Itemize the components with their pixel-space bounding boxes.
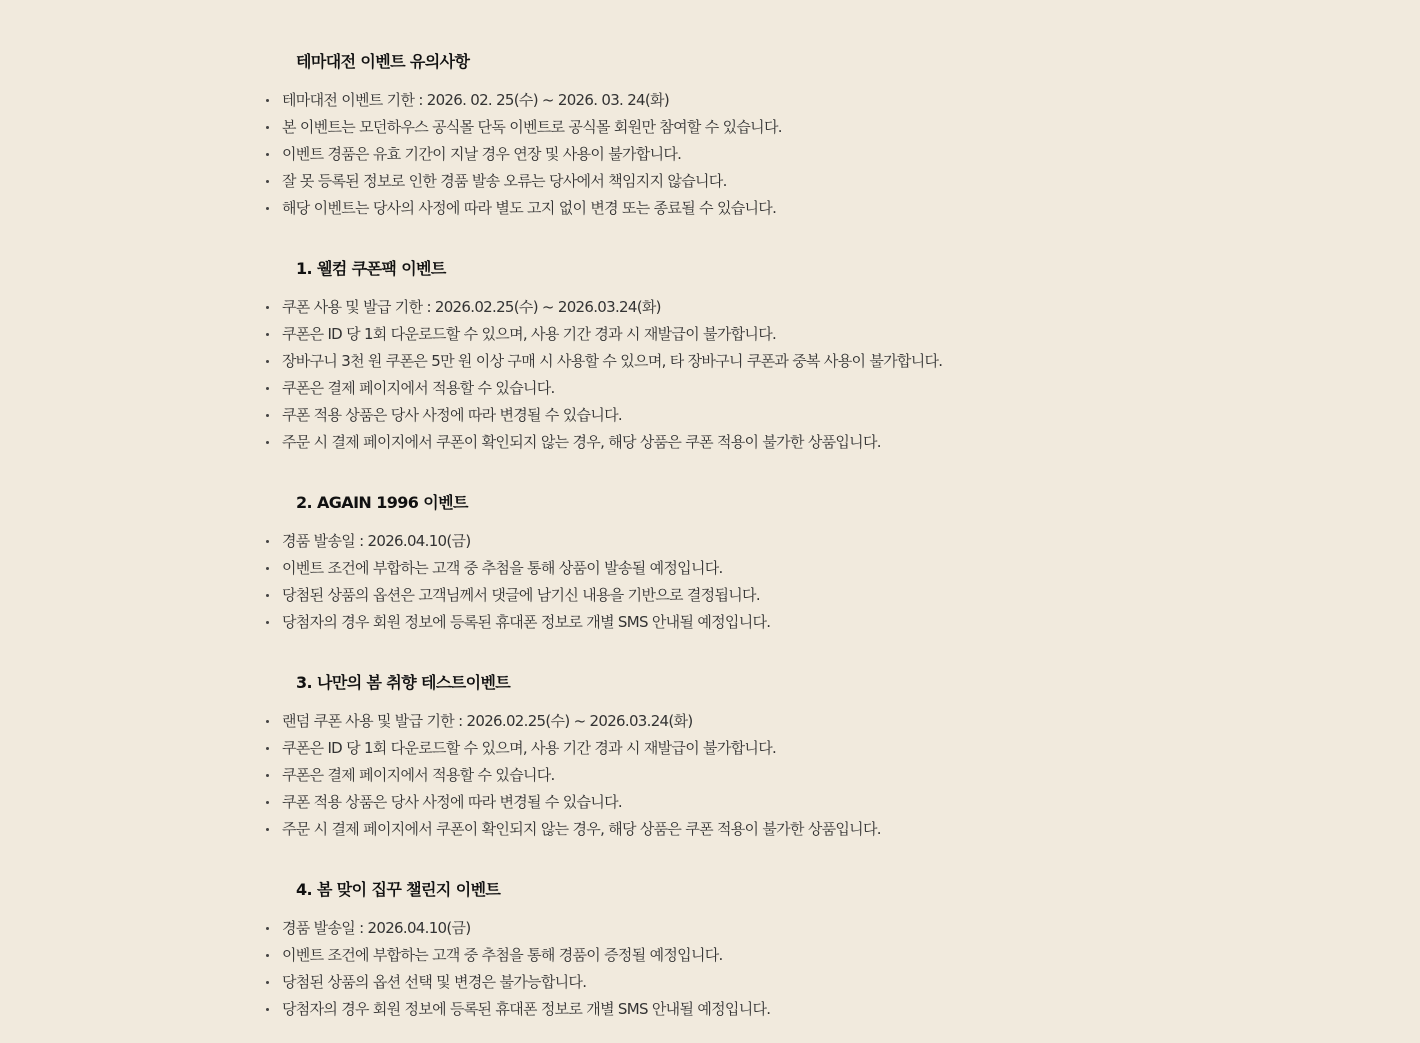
- list-item: [258, 735, 1358, 762]
- bullet-icon: [266, 981, 269, 984]
- bullet-icon: [266, 153, 269, 156]
- bullet-icon: [266, 747, 269, 750]
- list-item: [258, 996, 1358, 1023]
- bullet-icon: [266, 99, 269, 102]
- bullet-icon: [266, 207, 269, 210]
- list-item: [258, 294, 1358, 321]
- bullet-icon: [266, 180, 269, 183]
- list-item-text: 주문 시 결제 페이지에서 쿠폰이 확인되지 않는 경우, 해당 상품은 쿠폰 적용이 불가한 상품입니다.: [282, 433, 881, 451]
- bullet-icon: [266, 828, 269, 831]
- list-item-text: 이벤트 조건에 부합하는 고객 중 추첨을 통해 경품이 증정될 예정입니다.: [282, 946, 723, 964]
- bullet-icon: [266, 774, 269, 777]
- list-item: [258, 168, 1358, 195]
- list-item: [258, 555, 1358, 582]
- list-item: [258, 429, 1358, 456]
- bullet-icon: [266, 720, 269, 723]
- list-item-text: 당첨된 상품의 옵션 선택 및 변경은 불가능합니다.: [282, 973, 587, 991]
- section-title: 2. AGAIN 1996 이벤트: [296, 493, 468, 512]
- list-item-text: 장바구니 3천 원 쿠폰은 5만 원 이상 구매 시 사용할 수 있으며, 타 장바구니 쿠폰과 중복 사용이 불가합니다.: [282, 352, 943, 370]
- list-item: [258, 321, 1358, 348]
- list-item-text: 쿠폰은 결제 페이지에서 적용할 수 있습니다.: [282, 379, 555, 397]
- bullet-icon: [266, 414, 269, 417]
- list-item: [258, 969, 1358, 996]
- bullet-icon: [266, 954, 269, 957]
- bullet-icon: [266, 441, 269, 444]
- bullet-icon: [266, 360, 269, 363]
- section-title: 1. 웰컴 쿠폰팩 이벤트: [296, 259, 446, 278]
- list-item-text: 쿠폰 사용 및 발급 기한 : 2026.02.25(수) ~ 2026.03.24(화): [282, 298, 661, 316]
- list-item-text: 본 이벤트는 모던하우스 공식몰 단독 이벤트로 공식몰 회원만 참여할 수 있습니다.: [282, 118, 782, 136]
- list-item: [258, 915, 1358, 942]
- list-item: [258, 816, 1358, 843]
- list-item: [258, 402, 1358, 429]
- list-item-text: 주문 시 결제 페이지에서 쿠폰이 확인되지 않는 경우, 해당 상품은 쿠폰 적용이 불가한 상품입니다.: [282, 820, 881, 838]
- section-title: 4. 봄 맞이 집꾸 챌린지 이벤트: [296, 880, 501, 899]
- list-item-text: 잘 못 등록된 정보로 인한 경품 발송 오류는 당사에서 책임지지 않습니다.: [282, 172, 727, 190]
- list-item: [258, 375, 1358, 402]
- bullet-icon: [266, 306, 269, 309]
- notice-list: [258, 915, 1358, 1023]
- list-item-text: 이벤트 조건에 부합하는 고객 중 추첨을 통해 상품이 발송될 예정입니다.: [282, 559, 723, 577]
- notice-section-spring-taste-test: [258, 668, 1358, 843]
- bullet-icon: [266, 126, 269, 129]
- notice-list: [258, 294, 1358, 456]
- bullet-icon: [266, 567, 269, 570]
- list-item: [258, 528, 1358, 555]
- list-item-text: 경품 발송일 : 2026.04.10(금): [282, 919, 471, 937]
- list-item-text: 쿠폰 적용 상품은 당사 사정에 따라 변경될 수 있습니다.: [282, 406, 622, 424]
- notice-section-welcome-coupon: [258, 254, 1358, 456]
- section-title: 3. 나만의 봄 취향 테스트이벤트: [296, 673, 511, 692]
- bullet-icon: [266, 540, 269, 543]
- list-item-text: 당첨자의 경우 회원 정보에 등록된 휴대폰 정보로 개별 SMS 안내될 예정입니다.: [282, 613, 771, 631]
- list-item: [258, 141, 1358, 168]
- event-notice: [258, 47, 1358, 1023]
- notice-list: [258, 87, 1358, 222]
- list-item: [258, 708, 1358, 735]
- list-item-text: 랜덤 쿠폰 사용 및 발급 기한 : 2026.02.25(수) ~ 2026.03.24(화): [282, 712, 693, 730]
- list-item: [258, 762, 1358, 789]
- bullet-icon: [266, 927, 269, 930]
- notice-section-general: [258, 47, 1358, 222]
- list-item-text: 경품 발송일 : 2026.04.10(금): [282, 532, 471, 550]
- list-item: [258, 195, 1358, 222]
- bullet-icon: [266, 1008, 269, 1011]
- notice-list: [258, 708, 1358, 843]
- list-item-text: 쿠폰은 ID 당 1회 다운로드할 수 있으며, 사용 기간 경과 시 재발급이 불가합니다.: [282, 325, 777, 343]
- list-item: [258, 942, 1358, 969]
- notice-list: [258, 528, 1358, 636]
- list-item: [258, 348, 1358, 375]
- list-item: [258, 87, 1358, 114]
- list-item: [258, 789, 1358, 816]
- list-item: [258, 582, 1358, 609]
- list-item-text: 해당 이벤트는 당사의 사정에 따라 별도 고지 없이 변경 또는 종료될 수 있습니다.: [282, 199, 777, 217]
- section-title: 테마대전 이벤트 유의사항: [296, 52, 470, 71]
- list-item-text: 쿠폰 적용 상품은 당사 사정에 따라 변경될 수 있습니다.: [282, 793, 622, 811]
- bullet-icon: [266, 333, 269, 336]
- bullet-icon: [266, 621, 269, 624]
- list-item-text: 당첨된 상품의 옵션은 고객님께서 댓글에 남기신 내용을 기반으로 결정됩니다.: [282, 586, 760, 604]
- list-item-text: 쿠폰은 ID 당 1회 다운로드할 수 있으며, 사용 기간 경과 시 재발급이 불가합니다.: [282, 739, 777, 757]
- bullet-icon: [266, 387, 269, 390]
- notice-section-again-1996: [258, 488, 1358, 636]
- list-item: [258, 114, 1358, 141]
- list-item-text: 이벤트 경품은 유효 기간이 지날 경우 연장 및 사용이 불가합니다.: [282, 145, 682, 163]
- list-item-text: 테마대전 이벤트 기한 : 2026. 02. 25(수) ~ 2026. 03. 24(화): [282, 91, 669, 109]
- list-item-text: 쿠폰은 결제 페이지에서 적용할 수 있습니다.: [282, 766, 555, 784]
- notice-section-home-challenge: [258, 875, 1358, 1023]
- list-item: [258, 609, 1358, 636]
- list-item-text: 당첨자의 경우 회원 정보에 등록된 휴대폰 정보로 개별 SMS 안내될 예정입니다.: [282, 1000, 771, 1018]
- bullet-icon: [266, 801, 269, 804]
- bullet-icon: [266, 594, 269, 597]
